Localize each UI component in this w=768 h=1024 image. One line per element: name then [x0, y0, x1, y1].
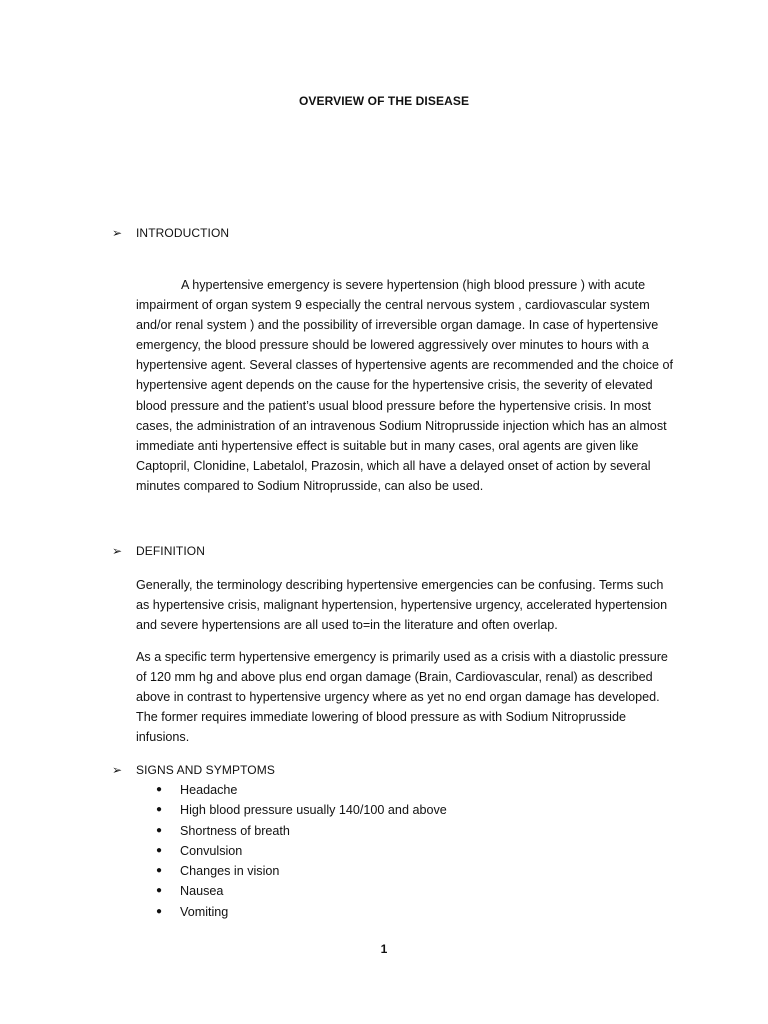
section-heading-text: INTRODUCTION [136, 226, 230, 240]
bullet-dot-icon: ● [156, 824, 163, 836]
list-item [156, 821, 447, 841]
section-heading-signs-and-symptoms [112, 761, 275, 779]
bullet-dot-icon: ● [156, 804, 163, 816]
bullet-dot-icon: ● [156, 784, 163, 795]
symptoms-list [156, 780, 447, 922]
section-heading-introduction [112, 224, 229, 242]
section-heading-text: DEFINITION [136, 544, 205, 558]
bullet-dot-icon: ● [156, 844, 163, 856]
list-item [156, 780, 447, 800]
list-item [156, 861, 447, 881]
bullet-dot-icon: ● [156, 865, 163, 877]
list-item [156, 841, 447, 861]
definition-paragraph-2: As a specific term hypertensive emergency is primarily used as a crisis with a diastolic pressure of 120 mm hg and above plus end organ damage (Brain, Cardiovascular, renal) as described above in contrast to hypertensive urgency where as yet no end organ damage has developed. The former requires immediate lowering of blood pressure as with Sodium Nitroprusside infusions. [136, 650, 668, 745]
introduction-paragraph [136, 275, 676, 496]
arrow-bullet-icon: ➢ [112, 763, 123, 777]
document-title: OVERVIEW OF THE DISEASE [298, 94, 470, 108]
arrow-bullet-icon: ➢ [112, 544, 123, 558]
bullet-dot-icon: ● [156, 905, 163, 917]
list-item-text: Vomiting [180, 904, 229, 919]
list-item-text: Headache [180, 783, 238, 797]
page-number: 1 [380, 942, 388, 956]
list-item-text: Convulsion [180, 843, 243, 858]
list-item-text: Nausea [180, 884, 224, 899]
bullet-dot-icon: ● [156, 885, 163, 897]
list-item-text: High blood pressure usually 140/100 and above [180, 803, 447, 818]
list-item-text: Changes in vision [180, 864, 280, 879]
definition-paragraph-1: Generally, the terminology describing hypertensive emergencies can be confusing. Terms such as hypertensive crisis, malignant hypertension, hypertensive urgency, accelerated hypertension and severe hypertensions are all used to=in the literature and often overlap. [136, 578, 668, 633]
section-heading-definition [112, 542, 205, 560]
introduction-text: A hypertensive emergency is severe hypertension (high blood pressure ) with acute impairment of organ system 9 especially the central nervous system , cardiovascular system and/or renal system ) and the possibility of irreversible organ damage. In case of hypertensive emergency, the blood pressure should be lowered aggressively over minutes to hours with a hypertensive agent. Several classes of hypertensive agents are recommended and the choice of hypertensive agent depends on the cause for the hypertensive crisis, the severity of elevated blood pressure and the patient’s usual blood pressure before the hypertensive crisis. In most cases, the administration of an intravenous Sodium Nitroprusside injection which has an almost immediate anti hypertensive effect is suitable but in many cases, oral agents are given like Captopril, Clonidine, Labetalol, Prazosin, which all have a delayed onset of action by several minutes compared to Sodium Nitroprusside, can also be used. [136, 278, 673, 493]
list-item-text: Shortness of breath [180, 823, 290, 838]
arrow-bullet-icon: ➢ [112, 226, 123, 240]
section-heading-text: SIGNS AND SYMPTOMS [136, 763, 275, 777]
list-item [156, 902, 447, 922]
list-item [156, 800, 447, 820]
list-item [156, 881, 447, 901]
